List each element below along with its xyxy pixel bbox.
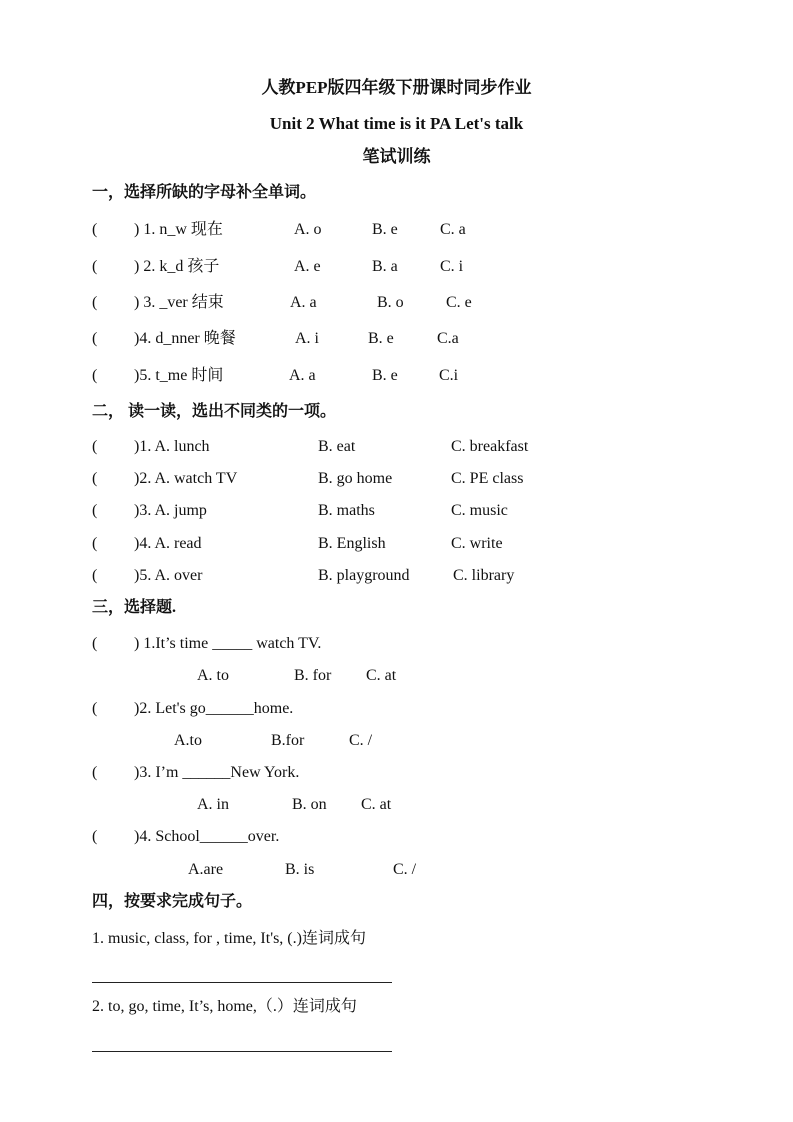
option-b: B. e — [372, 367, 398, 384]
option-c: C. / — [393, 861, 417, 878]
option-b: B. is — [285, 861, 315, 878]
option-c: C. at — [366, 667, 397, 684]
option-c: C. a — [440, 221, 466, 238]
option-b: B. on — [292, 796, 327, 813]
option-b: B. go home — [318, 470, 393, 487]
option-a: A. e — [294, 258, 321, 275]
question-text: )5. A. over — [134, 567, 203, 584]
worksheet-subtitle: Unit 2 What time is it PA Let's talk — [269, 114, 524, 133]
option-b: B. playground — [318, 567, 410, 584]
question-text: )4. A. read — [134, 535, 202, 552]
question-text: )4. d_nner 晚餐 — [134, 330, 236, 347]
answer-paren: ( — [92, 635, 98, 652]
question-text: )3. A. jump — [134, 502, 207, 519]
question-text: )3. I’m ______New York. — [134, 764, 300, 781]
option-a: A.to — [174, 732, 202, 749]
answer-paren: ( — [92, 764, 98, 781]
section3-heading: 三，选择题. — [92, 599, 177, 616]
question-text: )5. t_me 时间 — [134, 367, 224, 384]
option-a: A. to — [197, 667, 229, 684]
option-c: C. / — [349, 732, 373, 749]
option-a: A. a — [290, 294, 317, 311]
question-text: )2. A. watch TV — [134, 470, 238, 487]
answer-paren: ( — [92, 221, 98, 238]
option-c: C. at — [361, 796, 392, 813]
option-a: A. a — [289, 367, 316, 384]
answer-line[interactable] — [92, 1051, 392, 1052]
answer-paren: ( — [92, 258, 98, 275]
option-b: B. o — [377, 294, 404, 311]
option-b: B.for — [271, 732, 305, 749]
option-a: A. o — [294, 221, 322, 238]
answer-paren: ( — [92, 567, 98, 584]
option-a: A.are — [188, 861, 224, 878]
option-a: A. i — [295, 330, 319, 347]
option-c: C. i — [440, 258, 464, 275]
question-text: 1. music, class, for , time, It's, (.)连词成句 — [92, 930, 366, 947]
section-label: 笔试训练 — [362, 147, 431, 166]
question-text: ) 1. n_w 现在 — [134, 221, 223, 238]
option-c: C.i — [439, 367, 459, 384]
option-b: B. English — [318, 535, 386, 552]
option-b: B. eat — [318, 438, 356, 455]
option-c: C.a — [437, 330, 459, 347]
option-c: C. library — [453, 567, 515, 584]
option-c: C. e — [446, 294, 472, 311]
option-c: C. music — [451, 502, 508, 519]
section2-heading: 二， 读一读，选出不同类的一项。 — [92, 403, 337, 420]
option-b: B. e — [372, 221, 398, 238]
option-b: B. maths — [318, 502, 375, 519]
question-text: )2. Let's go______home. — [134, 700, 294, 717]
answer-paren: ( — [92, 828, 98, 845]
answer-paren: ( — [92, 470, 98, 487]
section4-heading: 四，按要求完成句子。 — [92, 893, 253, 910]
answer-line[interactable] — [92, 982, 392, 983]
answer-paren: ( — [92, 502, 98, 519]
option-c: C. write — [451, 535, 503, 552]
option-c: C. PE class — [451, 470, 524, 487]
option-b: B. e — [368, 330, 394, 347]
option-b: B. a — [372, 258, 398, 275]
question-text: )4. School______over. — [134, 828, 280, 845]
answer-paren: ( — [92, 438, 98, 455]
question-text: ) 3. _ver 结束 — [134, 294, 224, 311]
answer-paren: ( — [92, 700, 98, 717]
question-text: ) 2. k_d 孩子 — [134, 258, 220, 275]
question-text: )1. A. lunch — [134, 438, 210, 455]
section1-heading: 一，选择所缺的字母补全单词。 — [92, 184, 317, 201]
worksheet-title: 人教PEP版四年级下册课时同步作业 — [261, 78, 532, 97]
answer-paren: ( — [92, 367, 98, 384]
question-text: ) 1.It’s time _____ watch TV. — [134, 635, 322, 652]
option-c: C. breakfast — [451, 438, 529, 455]
answer-paren: ( — [92, 330, 98, 347]
option-a: A. in — [197, 796, 229, 813]
option-b: B. for — [294, 667, 332, 684]
answer-paren: ( — [92, 294, 98, 311]
question-text: 2. to, go, time, It’s, home,（.）连词成句 — [92, 998, 357, 1015]
answer-paren: ( — [92, 535, 98, 552]
